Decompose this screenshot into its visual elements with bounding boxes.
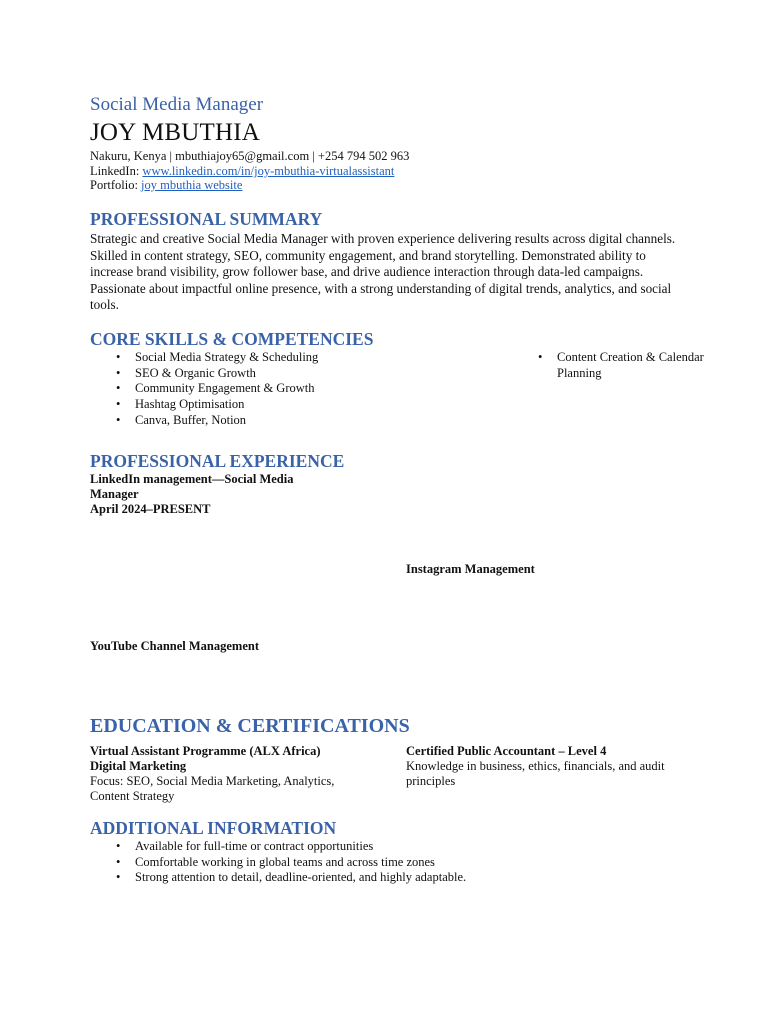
additional-heading: ADDITIONAL INFORMATION <box>90 818 337 838</box>
list-item <box>90 839 466 855</box>
summary-heading: PROFESSIONAL SUMMARY <box>90 209 323 229</box>
skill-label: Community Engagement & Growth <box>135 381 315 396</box>
experience-heading: PROFESSIONAL EXPERIENCE <box>90 451 345 471</box>
job-dates: April 2024–PRESENT <box>90 502 211 516</box>
job-title: LinkedIn management—Social Media Manager <box>90 472 294 502</box>
list-item <box>90 366 318 382</box>
additional-label: Available for full-time or contract opportunities <box>135 839 374 853</box>
list-item <box>512 350 707 381</box>
list-item <box>90 870 466 886</box>
additional-label: Comfortable working in global teams and across time zones <box>135 854 435 869</box>
bullet-icon: • <box>116 350 121 364</box>
bullet-icon: • <box>116 365 121 380</box>
linkedin-link[interactable]: www.linkedin.com/in/joy-mbuthia-virtualassistant <box>142 164 395 178</box>
instagram-heading: Instagram Management <box>406 562 535 576</box>
portfolio-label: Portfolio: <box>90 178 142 192</box>
skill-label: Content Creation & Calendar Planning <box>557 350 704 380</box>
linkedin-line <box>90 164 394 179</box>
skills-list-left <box>90 350 318 429</box>
list-item <box>90 397 318 413</box>
bullet-icon: • <box>116 397 121 412</box>
role-title: Social Media Manager <box>90 94 264 115</box>
skill-label: Social Media Strategy & Scheduling <box>135 350 319 364</box>
bullet-icon: • <box>116 381 121 396</box>
youtube-heading: YouTube Channel Management <box>90 639 260 653</box>
summary-text: Strategic and creative Social Media Manager with proven experience delivering results across digital channels. Skilled in content strategy, SEO, community engagement, and brand storytelling. Demonstrated ability to increase brand visibility, grow follower base, and drive audience interaction through data-led campaigns. Passionate about impactful online presence, with a strong understanding of digital trends, analytics, and social tools. <box>90 231 676 313</box>
education-right <box>406 744 676 789</box>
contact-line: Nakuru, Kenya | mbuthiajoy65@gmail.com | +254 794 502 963 <box>90 149 410 163</box>
bullet-icon: • <box>116 839 121 853</box>
additional-label: Strong attention to detail, deadline-oriented, and highly adaptable. <box>135 870 467 885</box>
education-left <box>90 744 360 804</box>
list-item <box>90 413 318 429</box>
portfolio-link[interactable]: joy mbuthia website <box>141 178 243 192</box>
list-item <box>90 350 318 366</box>
skill-label: SEO & Organic Growth <box>135 365 256 380</box>
education-subtitle: Digital Marketing <box>90 759 187 773</box>
skills-heading: CORE SKILLS & COMPETENCIES <box>90 329 374 349</box>
bullet-icon: • <box>116 870 121 885</box>
candidate-name: JOY MBUTHIA <box>90 119 261 146</box>
skill-label: Hashtag Optimisation <box>135 397 245 412</box>
list-item <box>90 855 466 871</box>
portfolio-line <box>90 178 242 193</box>
skills-list-right <box>512 350 707 381</box>
bullet-icon: • <box>538 350 543 364</box>
education-focus: Focus: SEO, Social Media Marketing, Analytics, Content Strategy <box>90 774 335 803</box>
certification-title: Certified Public Accountant – Level 4 <box>406 744 607 758</box>
education-title: Virtual Assistant Programme (ALX Africa) <box>90 744 321 758</box>
education-heading: EDUCATION & CERTIFICATIONS <box>90 715 410 737</box>
skill-label: Canva, Buffer, Notion <box>135 412 247 427</box>
additional-list <box>90 839 466 886</box>
linkedin-label: LinkedIn: <box>90 164 143 178</box>
bullet-icon: • <box>116 854 121 869</box>
certification-description: Knowledge in business, ethics, financials, and audit principles <box>406 759 665 788</box>
bullet-icon: • <box>116 412 121 427</box>
list-item <box>90 381 318 397</box>
